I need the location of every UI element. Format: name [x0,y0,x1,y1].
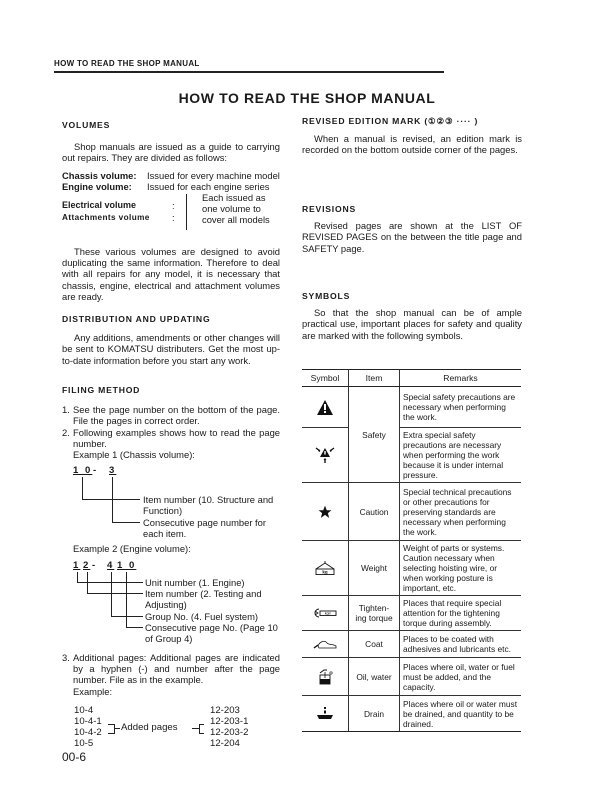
star-icon [305,505,345,519]
table-row [302,658,521,696]
revised-mark-section [302,116,522,156]
example2-label-group: Group No. (4. Fuel system) [145,611,259,622]
table-row [302,387,521,428]
example2-code-group: 4 [107,560,115,571]
example2-title: Example 2 (Engine volume): [73,543,191,554]
filing-item [62,427,280,449]
filing-heading: FILING METHOD [62,385,141,395]
page-code: 10-5 [74,738,94,749]
bracket-line [192,728,199,729]
symbol-cell [302,696,349,732]
example-label: Example: [73,685,113,697]
remarks-cell: Special technical precautions or other precautions for preserving standards are necessary when performing the work. [400,483,522,541]
filing-item-3 [62,652,280,697]
pressure-warning-icon [305,446,345,464]
volume-label-electrical: Electrical volume [62,200,137,211]
symbol-cell [302,631,349,658]
symbol-cell [302,483,349,541]
remarks-cell: Weight of parts or systems. Caution necessary when selecting hoisting wire, or when working posture is important, etc. [400,541,522,596]
item-number: 1. [62,404,70,416]
connector-line [126,627,143,628]
volumes-section [62,120,280,302]
filing-item [62,404,280,426]
brace-line [186,194,191,230]
item-cell: Safety [349,387,400,483]
filing-item [62,652,280,697]
page-code: 10-4-2 [74,727,102,738]
symbol-cell [302,428,349,483]
page-code: 12-203-2 [210,727,249,738]
bracket-line [199,724,204,725]
volumes-intro: Shop manuals are issued as a guide to carrying out repairs. They are divided as follows: [62,141,280,164]
symbols-section [302,291,522,341]
volume-row-chassis [62,170,280,181]
distribution-section [62,314,280,366]
page-code: 10-4-1 [74,716,102,727]
table-row [302,596,521,631]
filing-section [62,385,280,460]
example2-label-page: Consecutive page No. (Page 10 of Group 4) [145,622,278,644]
volume-text: Issued for every machine model [147,169,280,181]
connector-line [126,572,127,627]
page-code: 12-203-1 [210,716,249,727]
volume-group-text: Each issued as one volume to cover all models [202,192,270,226]
example1-code-sep: - [93,465,99,476]
running-header: HOW TO READ THE SHOP MANUAL [54,59,200,68]
bracket-line [115,728,120,729]
page-title: HOW TO READ THE SHOP MANUAL [178,90,436,106]
bracket-line [114,724,115,734]
page-code: 12-204 [210,738,240,749]
connector-line [82,477,83,500]
item-text: Additional pages: Additional pages are indicated by a hyphen (-) and number after the page number. File as in the example. [73,652,280,686]
example2-label-unit: Unit number (1. Engine) [145,577,245,588]
symbol-cell [302,596,349,631]
example2-code-sep: - [92,560,98,571]
filing-list-cont [62,652,280,697]
colon: : [172,200,175,212]
example1-code-item: 1 0 [73,465,93,476]
table-row [302,483,521,541]
example1-label-page: Consecutive page number for each item. [143,517,266,539]
bracket-line [199,733,204,734]
colon: : [172,212,175,224]
torque-wrench-icon [305,608,345,618]
example1-label-item: Item number (10. Structure and Function) [143,494,274,516]
revisions-heading: REVISIONS [302,204,356,214]
item-number: 2. [62,426,70,438]
item-label-line: Tighten- [358,603,390,613]
table-row [302,696,521,732]
volume-label-attachments: Attachments volume [62,213,150,223]
volume-group-electrical-attachments [62,192,280,232]
connector-line [111,572,112,616]
distribution-heading: DISTRIBUTION AND UPDATING [62,314,211,324]
distribution-text: Any additions, amendments or other changes will be sent to KOMATSU distributers. Get the most up-to-date information before you start any work. [62,332,280,366]
table-row [302,428,521,483]
remarks-cell: Places where oil or water must be drained, and quantity to be drained. [400,696,522,732]
added-pages-example [74,705,284,753]
connector-line [87,593,143,594]
item-cell [349,596,400,631]
header-rule [54,71,444,73]
added-pages-label: Added pages [121,722,178,733]
page-code: 12-203 [210,705,240,716]
revisions-section [302,204,522,254]
revised-mark-heading: REVISED EDITION MARK (①②③ ···· ) [302,116,479,126]
revised-mark-text: When a manual is revised, an edition mark is recorded on the bottom outside corner of the pages. [302,133,522,156]
filing-list [62,404,280,449]
remarks-cell: Places that require special attention for the tightening torque during assembly. [400,596,522,631]
table-header-row [302,370,521,387]
symbol-cell [302,658,349,696]
example2-label-item: Item number (2. Testing and Adjusting) [145,588,262,610]
item-cell: Drain [349,696,400,732]
svg-text:kgm: kgm [324,611,332,616]
symbol-cell [302,541,349,596]
volumes-closing: These various volumes are designed to avoid duplicating the same information. Therefore to deal with all repairs for any model, it is necessary that chassis, engine, electrical and attachment volumes are ready. [62,246,280,302]
page-code: 10-4 [74,705,94,716]
table-row [302,631,521,658]
example2-code-unit: 1 [73,560,81,571]
volume-label: Chassis volume: [62,169,137,181]
remarks-cell: Places where oil, water or fuel must be added, and the capacity. [400,658,522,696]
connector-line [112,522,140,523]
volume-list [62,170,280,232]
item-label-line: ing torque [355,613,393,623]
example1-code-page: 3 [109,465,117,476]
column-header-symbol: Symbol [302,370,349,387]
volumes-heading: VOLUMES [62,120,111,130]
example1-title: Example 1 (Chassis volume): [73,449,195,461]
item-cell: Weight [349,541,400,596]
example2-code-page: 1 0 [117,560,137,571]
warning-triangle-icon [305,400,345,415]
remarks-cell: Special safety precautions are necessary when performing the work. [400,387,522,428]
connector-line [87,572,88,593]
item-cell: Oil, water [349,658,400,696]
connector-line [77,572,78,582]
item-cell: Coat [349,631,400,658]
example1-diagram [73,465,283,539]
column-header-remarks: Remarks [400,370,522,387]
revisions-text: Revised pages are shown at the LIST OF REVISED PAGES on the between the title page and SAFETY page. [302,220,522,254]
volume-label: Engine volume: [62,180,132,192]
item-text: See the page number on the bottom of the page. File the pages in correct order. [73,404,280,427]
symbols-heading: SYMBOLS [302,291,351,301]
connector-line [111,616,143,617]
volume-row-engine [62,181,280,192]
remarks-cell: Places to be coated with adhesives and lubricants etc. [400,631,522,658]
page-number: 00-6 [62,750,87,764]
connector-line [82,499,140,500]
item-cell: Caution [349,483,400,541]
remarks-cell: Extra special safety precautions are necessary when performing the work because it is under internal pressure. [400,428,522,483]
example2-diagram [73,560,283,644]
item-number: 3. [62,652,70,663]
volume-text: Issued for each engine series [147,180,270,192]
item-text: Following examples shows how to read the page number. [73,426,280,449]
symbols-text: So that the shop manual can be of ample practical use, important places for safety and quality are marked with the following symbols. [302,307,522,341]
column-header-item: Item [349,370,400,387]
oil-can-icon [305,669,345,685]
connector-line [112,477,113,522]
symbols-table [302,369,521,732]
svg-text:kg: kg [322,569,328,575]
weight-kg-icon [305,561,345,575]
drain-icon [305,707,345,720]
example2-code-item: 2 [83,560,91,571]
symbol-cell [302,387,349,428]
table-row [302,541,521,596]
coat-icon [305,640,345,649]
